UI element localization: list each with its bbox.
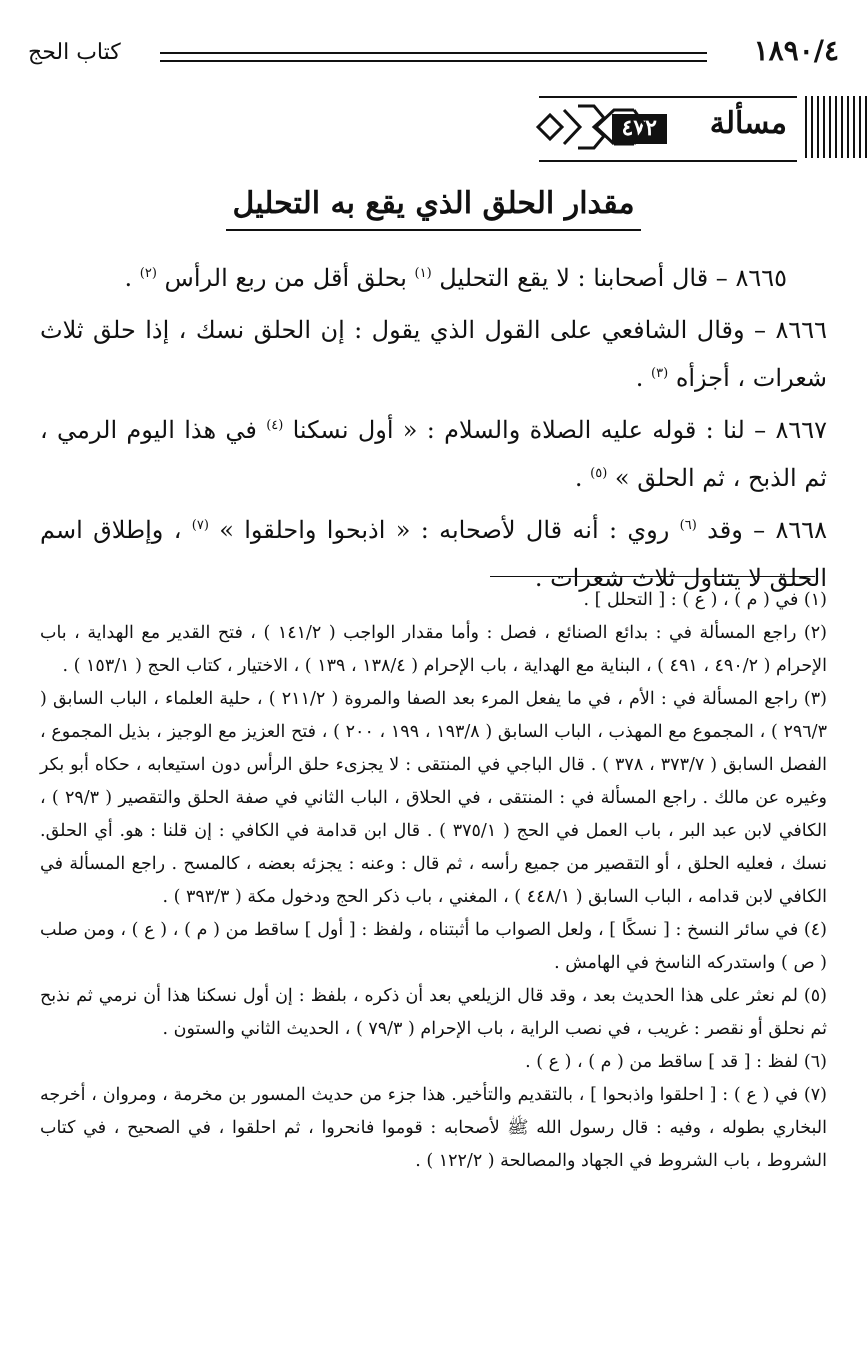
paragraph-text: ٨٦٦٧ – لنا : قوله عليه الصلاة والسلام : « أول نسكنا [283, 416, 828, 444]
paragraph-text: بحلق أقل من ربع الرأس [156, 264, 415, 292]
paragraph-text: في هذا اليوم الرمي ، ثم الذبح ، ثم الحلق » [40, 416, 827, 492]
footnote-ref: (١) [414, 266, 432, 281]
footnote-ref: (٤) [266, 418, 284, 433]
paragraph-text: ٨٦٦٨ – وقد [696, 516, 828, 544]
footnote-2: (٢) راجع المسألة في : بدائع الصنائع ، فصل : وأما مقدار الواجب ( ١٤١/٢ ) ، فتح القدير مع الهداية ، باب الإحرام ( ٤٩٠/٢ ، ٤٩١ ) ، البناية مع الهداية ، باب الإحرام ( ١٣٨/٤ ، ١٣٩ ) ، الاختيار ، كتاب الحج ( ١٥٣/١ ) . [40, 623, 827, 676]
footnote-1: (١) في ( م ) ، ( ع ) : [ التحلل ] . [583, 590, 827, 610]
paragraph-text: . [574, 464, 591, 492]
paragraph-text: روي : أنه قال لأصحابه : « اذبحوا واحلقوا » [208, 516, 680, 544]
footnote-ref: (٢) [139, 266, 157, 281]
header-rule [160, 52, 707, 62]
footnote-3: (٣) راجع المسألة في : الأم ، في ما يفعل المرء بعد الصفا والمروة ( ٢١١/٢ ) ، حلية العلماء ، الباب السابق ( ٢٩٦/٣ ) ، المجموع مع المهذب ، الباب السابق ( ١٩٣/٨ ، ١٩٩ ، ٢٠٠ ) ، فتح العزيز مع الوجيز ، بذيل المجموع ، الفصل السابق ( ٣٧٣/٧ ، ٣٧٨ ) . قال الباجي في المنتقى : لا يجزىء حلق الرأس دون استيعابه ، حكاه أبو بكر وغيره عن مالك . راجع المسألة في : المنتقى ، في الحلاق ، الباب الثاني في صفة الحلق والتقصير ( ٢٩/٣ ) ، الكافي لابن عبد البر ، باب العمل في الحج ( ٣٧٥/١ ) . قال ابن قدامة في الكافي : إن قلنا : هو. أي الحلق. نسك ، فعليه الحلق ، أو التقصير من جميع رأسه ، ثم قال : وعنه : يجزئه بعضه ، كالمسح . راجع المسألة في الكافي لابن قدامه ، الباب السابق ( ٤٤٨/١ ) ، المغني ، باب ذكر الحج ودخول مكة ( ٣٩٣/٣ ) . [40, 689, 827, 907]
footnotes [40, 584, 827, 1178]
footnote-4: (٤) في سائر النسخ : [ نسكًا ] ، ولعل الصواب ما أثبتناه ، ولفظ : [ أول ] ساقط من ( م ) ، ( ع ) ، ومن صلب ( ص ) واستدركه الناسخ في الهامش . [40, 920, 827, 973]
paragraph-8666 [40, 306, 827, 402]
footnote-ref: (٣) [651, 366, 669, 381]
footnote-ref: (٦) [679, 518, 697, 533]
banner-stripes [805, 96, 867, 158]
paragraph-text: ، وإطلاق اسم الحلق لا يتناول ثلاث شعرات . [40, 516, 827, 592]
section-heading: مقدار الحلق الذي يقع به التحليل [226, 186, 640, 231]
main-text [40, 254, 827, 606]
paragraph-text: . [635, 364, 652, 392]
ornament-icon [534, 96, 654, 158]
footnote-ref: (٧) [191, 518, 209, 533]
footnote-ref: (٥) [590, 466, 608, 481]
masala-number: ٤٧٢ [612, 114, 667, 144]
paragraph-text: ٨٦٦٥ – قال أصحابنا : لا يقع التحليل [431, 264, 787, 292]
paragraph-8665 [40, 254, 787, 302]
footnote-divider [490, 576, 815, 577]
footnote-7: (٧) في ( ع ) : [ احلقوا واذبحوا ] ، بالتقديم والتأخير. هذا جزء من حديث المسور بن مخرمة ، ومروان ، أخرجه البخاري بطوله ، وفيه : قال رسول الله ﷺ لأصحابه : قوموا فانحروا ، ثم احلقوا ، في الصحيح ، في كتاب الشروط ، باب الشروط في الجهاد والمصالحة ( ١٢٢/٢ ) . [40, 1085, 827, 1171]
paragraph-8667 [40, 406, 827, 502]
footnote-5: (٥) لم نعثر على هذا الحديث بعد ، وقد قال الزيلعي بعد أن ذكره ، بلفظ : إن أول نسكنا هذا أن نرمي ثم نذبح ثم نحلق أو نقصر : غريب ، في نصب الراية ، باب الإحرام ( ٧٩/٣ ) ، الحديث الثاني والستون . [40, 986, 827, 1039]
paragraph-text: . [124, 264, 140, 292]
masala-label: مسألة [709, 106, 787, 141]
paragraph-text: ٨٦٦٦ – وقال الشافعي على القول الذي يقول : إن الحلق نسك ، إذا حلق ثلاث شعرات ، أجزأه [40, 316, 827, 392]
book-title: كتاب الحج [28, 40, 121, 65]
footnote-6: (٦) لفظ : [ قد ] ساقط من ( م ) ، ( ع ) . [525, 1052, 827, 1072]
page-number: ١٨٩٠/٤ [753, 34, 839, 67]
